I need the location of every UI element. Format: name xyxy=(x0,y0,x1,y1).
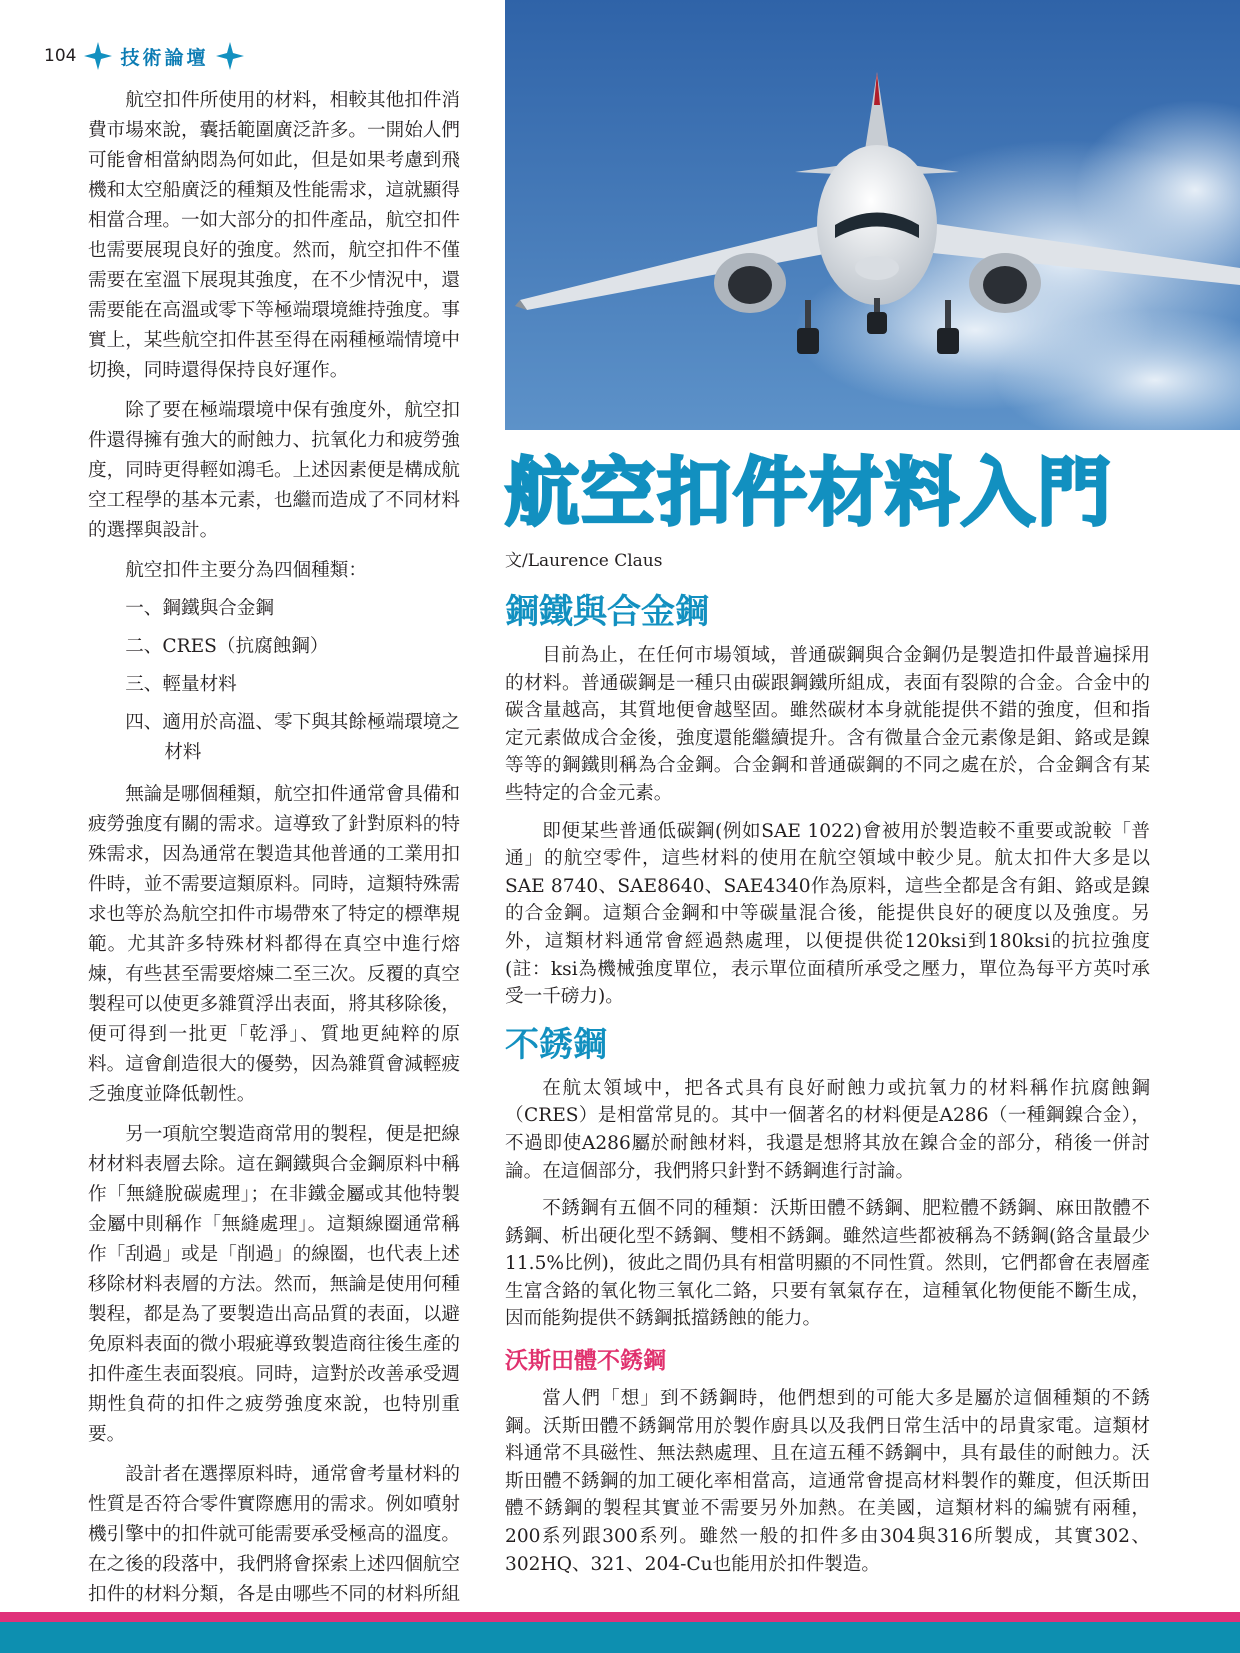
intro-paragraph: 航空扣件所使用的材料，相較其他扣件消費市場來說，囊括範圍廣泛許多。一開始人們可能會相當納悶為何如此，但是如果考慮到飛機和太空船廣泛的種類及性能需求，這就顯得相當合理。一如大部分的扣件產品，航空扣件也需要展現良好的強度。然而，航空扣件不僅需要在室溫下展現其強度，在不少情況中，還需要能在高溫或零下等極端環境維持強度。事實上，某些航空扣件甚至得在兩種極端情境中切換，同時還得保持良好運作。 xyxy=(88,90,460,381)
category-list-item: 四、適用於高溫、零下與其餘極端環境之材料 xyxy=(125,712,460,763)
category-list-intro: 航空扣件主要分為四個種類： xyxy=(125,560,367,581)
fatigue-paragraph: 無論是哪個種類，航空扣件通常會具備和疲勞強度有關的需求。這導致了針對原料的特殊需求，因為通常在製造其他普通的工業用扣件時，並不需要這類原料。同時，這類特殊需求也等於為航空扣件市場帶來了特定的標準規範。尤其許多特殊材料都得在真空中進行熔煉，有些甚至需要熔煉二至三次。反覆的真空製程可以使更多雜質浮出表面，將其移除後，便可得到一批更「乾淨」、質地更純粹的原料。這會創造很大的優勢，因為雜質會減輕疲乏強度並降低韌性。 xyxy=(88,784,460,1105)
section-heading-steel: 鋼鐵與合金鋼 xyxy=(505,592,709,632)
page-header xyxy=(44,38,244,74)
left-column xyxy=(88,86,460,1650)
footer-pink-stripe xyxy=(0,1612,1240,1622)
footer-teal-band xyxy=(0,1622,1240,1653)
airplane-photo xyxy=(505,0,1240,430)
author-byline: 文/Laurence Claus xyxy=(505,551,663,571)
alloy-steel-paragraph: 即便某些普通低碳鋼(例如SAE 1022)會被用於製造較不重要或說較「普通」的航空零件，這些材料的使用在航空領域中較少見。航太扣件大多是以SAE 8740、SAE8640、SAE4340作為原料，這些全都是含有鉬、鉻或是鎳的合金鋼。這類合金鋼和中等碳量混合後，能提供良好的硬度以及強度。另外，這類材料通常會經過熱處理，以便提供從120ksi到180ksi的抗拉強度(註：ksi為機械強度單位，表示單位面積所承受之壓力，單位為每平方英吋承受一千磅力)。 xyxy=(505,820,1150,1008)
material-selection-paragraph: 設計者在選擇原料時，通常會考量材料的性質是否符合零件實際應用的需求。例如噴射機引擎中的扣件就可能需要承受極高的溫度。在之後的段落中，我們將會探索上述四個航空扣件的材料分類，各是由哪些不同的材料所組 xyxy=(88,1464,460,1605)
section-label: 技術論壇 xyxy=(120,46,209,69)
subheading-austenitic: 沃斯田體不銹鋼 xyxy=(505,1348,666,1375)
star-icon xyxy=(216,42,244,70)
category-list-item: 三、輕量材料 xyxy=(125,674,237,695)
requirements-paragraph: 除了要在極端環境中保有強度外，航空扣件還得擁有強大的耐蝕力、抗氧化力和疲勞強度，同時更得輕如鴻毛。上述因素便是構成航空工程學的基本元素，也繼而造成了不同材料的選擇與設計。 xyxy=(88,400,460,541)
stainless-types-paragraph: 不銹鋼有五個不同的種類：沃斯田體不銹鋼、肥粒體不銹鋼、麻田散體不銹鋼、析出硬化型不銹鋼、雙相不銹鋼。雖然這些都被稱為不銹鋼(鉻含量最少11.5%比例)，彼此之間仍具有相當明顯的不同性質。然則，它們都會在表層產生富含鉻的氧化物三氧化二鉻，只要有氧氣存在，這種氧化物便能不斷生成，因而能夠提供不銹鋼抵擋銹蝕的能力。 xyxy=(505,1198,1150,1330)
section-heading-stainless: 不銹鋼 xyxy=(505,1024,607,1065)
carbon-steel-paragraph: 目前為止，在任何市場領域，普通碳鋼與合金鋼仍是製造扣件最普遍採用的材料。普通碳鋼是一種只由碳跟鋼鐵所組成，表面有裂隙的合金。合金中的碳含量越高，其質地便會越堅固。雖然碳材本身就能提供不錯的強度，但和指定元素做成合金後，強度還能繼續提升。含有微量合金元素像是鉬、鉻或是鎳等等的鋼鐵則稱為合金鋼。合金鋼和普通碳鋼的不同之處在於，合金鋼含有某些特定的合金元素。 xyxy=(505,645,1150,804)
page-number: 104 xyxy=(44,46,77,66)
star-icon xyxy=(84,42,112,70)
article-title: 航空扣件材料入門 xyxy=(505,450,1113,536)
austenitic-paragraph: 當人們「想」到不銹鋼時，他們想到的可能大多是屬於這個種類的不銹鋼。沃斯田體不銹鋼常用於製作廚具以及我們日常生活中的昂貴家電。這類材料通常不具磁性、無法熱處理、且在這五種不銹鋼中，具有最佳的耐蝕力。沃斯田體不銹鋼的加工硬化率相當高，這通常會提高材料製作的難度，但沃斯田體不銹鋼的製程其實並不需要另外加熱。在美國，這類材料的編號有兩種，200系列跟300系列。雖然一般的扣件多由304與316所製成，其實302、302HQ、321、204-Cu也能用於扣件製造。 xyxy=(505,1388,1150,1575)
right-column xyxy=(505,588,1150,1588)
category-list-item: 一、鋼鐵與合金鋼 xyxy=(125,598,274,619)
cres-paragraph: 在航太領域中，把各式具有良好耐蝕力或抗氧力的材料稱作抗腐蝕鋼（CRES）是相當常見的。其中一個著名的材料便是A286（一種鋼鎳合金），不過即使A286屬於耐蝕材料，我還是想將其放在鎳合金的部分，稍後一併討論。在這個部分，我們將只針對不銹鋼進行討論。 xyxy=(505,1077,1150,1182)
surface-removal-paragraph: 另一項航空製造商常用的製程，便是把線材材料表層去除。這在鋼鐵與合金鋼原料中稱作「無縫脫碳處理」；在非鐵金屬或其他特製金屬中則稱作「無縫處理」。這類線圈通常稱作「刮過」或是「削過」的線圈，也代表上述移除材料表層的方法。然而，無論是使用何種製程，都是為了要製造出高品質的表面，以避免原料表面的微小瑕疵導致製造商往後生產的扣件產生表面裂痕。同時，這對於改善承受週期性負荷的扣件之疲勞強度來說，也特別重要。 xyxy=(88,1124,460,1445)
category-list-item: 二、CRES（抗腐蝕鋼） xyxy=(125,636,329,657)
